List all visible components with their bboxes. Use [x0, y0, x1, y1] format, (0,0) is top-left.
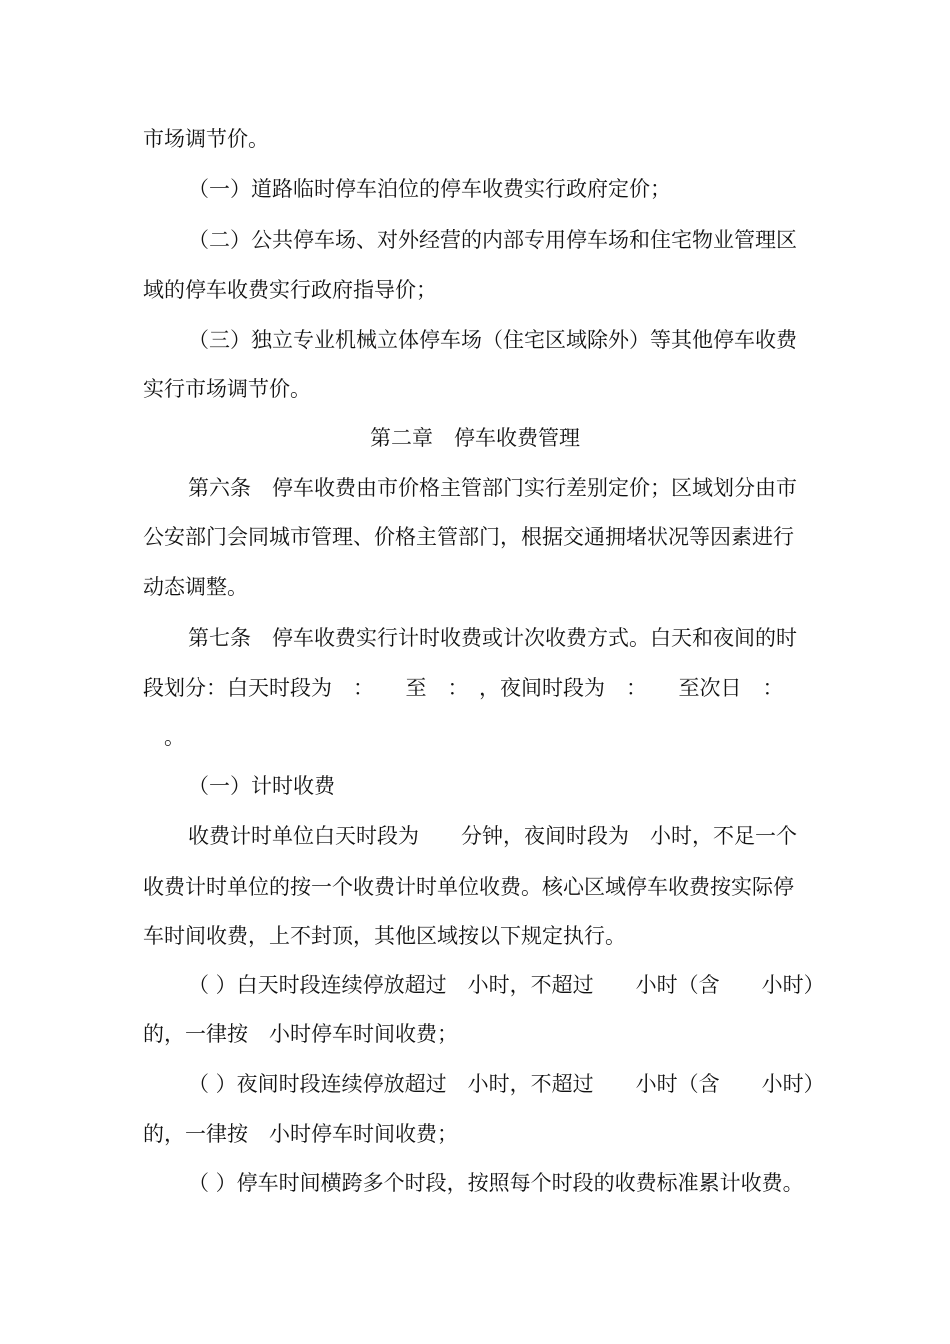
- paragraph-line: 公安部门会同城市管理、价格主管部门，根据交通拥堵状况等因素进行: [143, 525, 794, 549]
- paragraph-line: 动态调整。: [143, 575, 248, 599]
- paragraph-line: 车时间收费，上不封顶，其他区域按以下规定执行。: [143, 924, 626, 948]
- paragraph-line: 收费计时单位的按一个收费计时单位收费。核心区域停车收费按实际停: [143, 875, 794, 899]
- paragraph-line: 的，一律按 小时停车时间收费；: [143, 1022, 458, 1046]
- section-heading: （一）计时收费: [188, 774, 335, 798]
- paragraph-line: （三）独立专业机械立体停车场（住宅区域除外）等其他停车收费: [188, 328, 797, 352]
- chapter-heading: 第二章 停车收费管理: [370, 426, 580, 450]
- paragraph-line: 域的停车收费实行政府指导价；: [143, 278, 437, 302]
- paragraph-line: 。: [143, 725, 185, 749]
- paragraph-line: （一）道路临时停车泊位的停车收费实行政府定价；: [188, 177, 671, 201]
- paragraph-line: 第六条 停车收费由市价格主管部门实行差别定价；区域划分由市: [188, 476, 797, 500]
- paragraph-line: （ ）夜间时段连续停放超过 小时，不超过 小时（含 小时）: [188, 1072, 825, 1096]
- paragraph-line: 第七条 停车收费实行计时收费或计次收费方式。白天和夜间的时: [188, 626, 797, 650]
- paragraph-line: 市场调节价。: [143, 127, 269, 151]
- paragraph-line: 段划分：白天时段为 ： 至 ： ，夜间时段为 ： 至次日 ：: [143, 676, 784, 700]
- paragraph-line: 的，一律按 小时停车时间收费；: [143, 1122, 458, 1146]
- paragraph-line: （ ）停车时间横跨多个时段，按照每个时段的收费标准累计收费。: [188, 1171, 804, 1195]
- paragraph-line: （ ）白天时段连续停放超过 小时，不超过 小时（含 小时）: [188, 973, 825, 997]
- paragraph-line: 实行市场调节价。: [143, 377, 311, 401]
- paragraph-line: （二）公共停车场、对外经营的内部专用停车场和住宅物业管理区: [188, 228, 797, 252]
- paragraph-line: 收费计时单位白天时段为 分钟，夜间时段为 小时，不足一个: [188, 824, 797, 848]
